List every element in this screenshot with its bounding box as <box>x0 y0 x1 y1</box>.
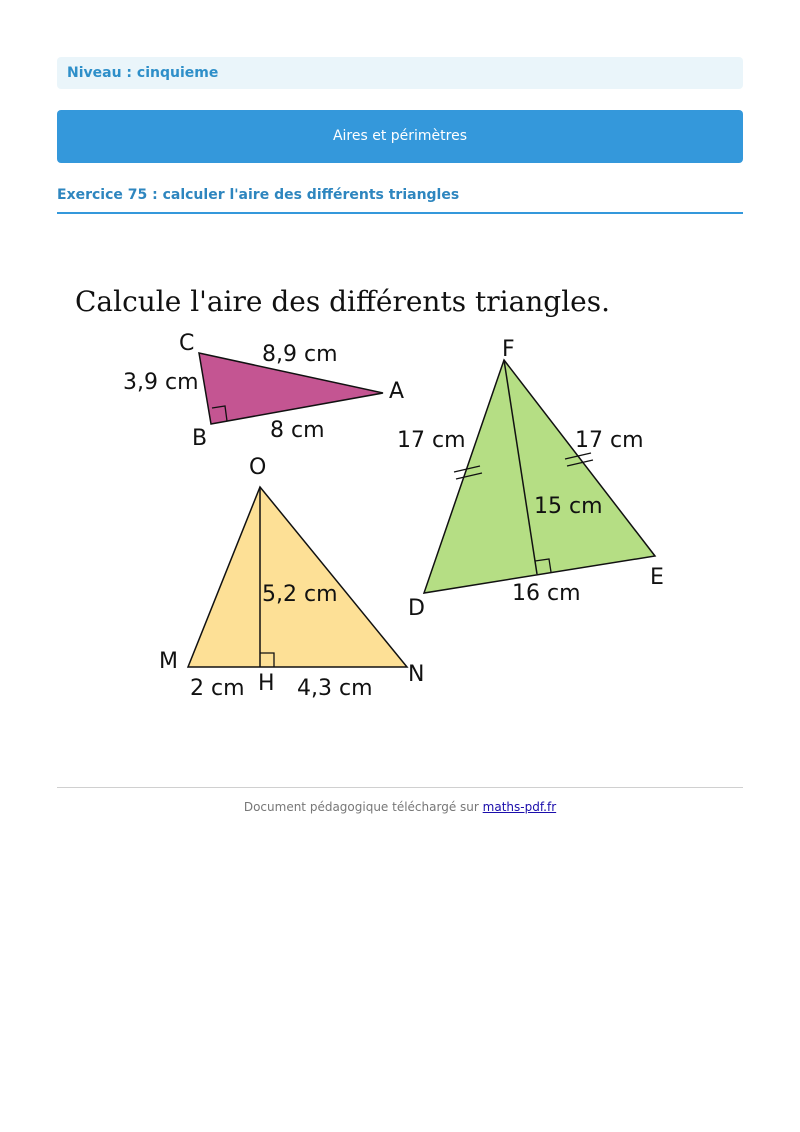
length-fe-label: 17 cm <box>575 428 644 453</box>
instruction-text: Calcule l'aire des différents triangles. <box>75 285 611 318</box>
footer <box>0 800 800 814</box>
triangle-def <box>424 360 655 593</box>
vertex-c-label: C <box>179 331 195 356</box>
triangle-mno <box>188 487 407 667</box>
vertex-b-label: B <box>192 426 208 451</box>
vertex-e-label: E <box>650 565 664 590</box>
exercise-title-text: Exercice 75 : calculer l'aire des différents triangles <box>57 187 460 203</box>
vertex-f-label: F <box>502 337 515 362</box>
vertex-h-label: H <box>258 671 275 696</box>
vertex-o-label: O <box>249 455 267 480</box>
topic-label: Aires et périmètres <box>332 128 468 144</box>
length-mh-label: 2 cm <box>190 676 245 701</box>
level-text: Niveau : cinquieme <box>67 65 219 81</box>
length-hn-label: 4,3 cm <box>297 676 373 701</box>
vertex-d-label: D <box>408 596 425 621</box>
footer-text: Document pédagogique téléchargé sur <box>243 800 479 814</box>
length-ca-label: 8,9 cm <box>262 342 338 367</box>
footer-link[interactable]: maths-pdf.fr <box>482 800 557 814</box>
vertex-a-label: A <box>389 379 405 404</box>
length-fd-label: 17 cm <box>397 428 466 453</box>
footer-divider <box>57 787 743 788</box>
length-oh-label: 5,2 cm <box>262 582 338 607</box>
length-height-label: 15 cm <box>534 494 603 519</box>
length-de-label: 16 cm <box>512 581 581 606</box>
length-ba-label: 8 cm <box>270 418 325 443</box>
vertex-m-label: M <box>159 649 178 674</box>
vertex-n-label: N <box>408 662 425 687</box>
length-cb-label: 3,9 cm <box>123 370 199 395</box>
